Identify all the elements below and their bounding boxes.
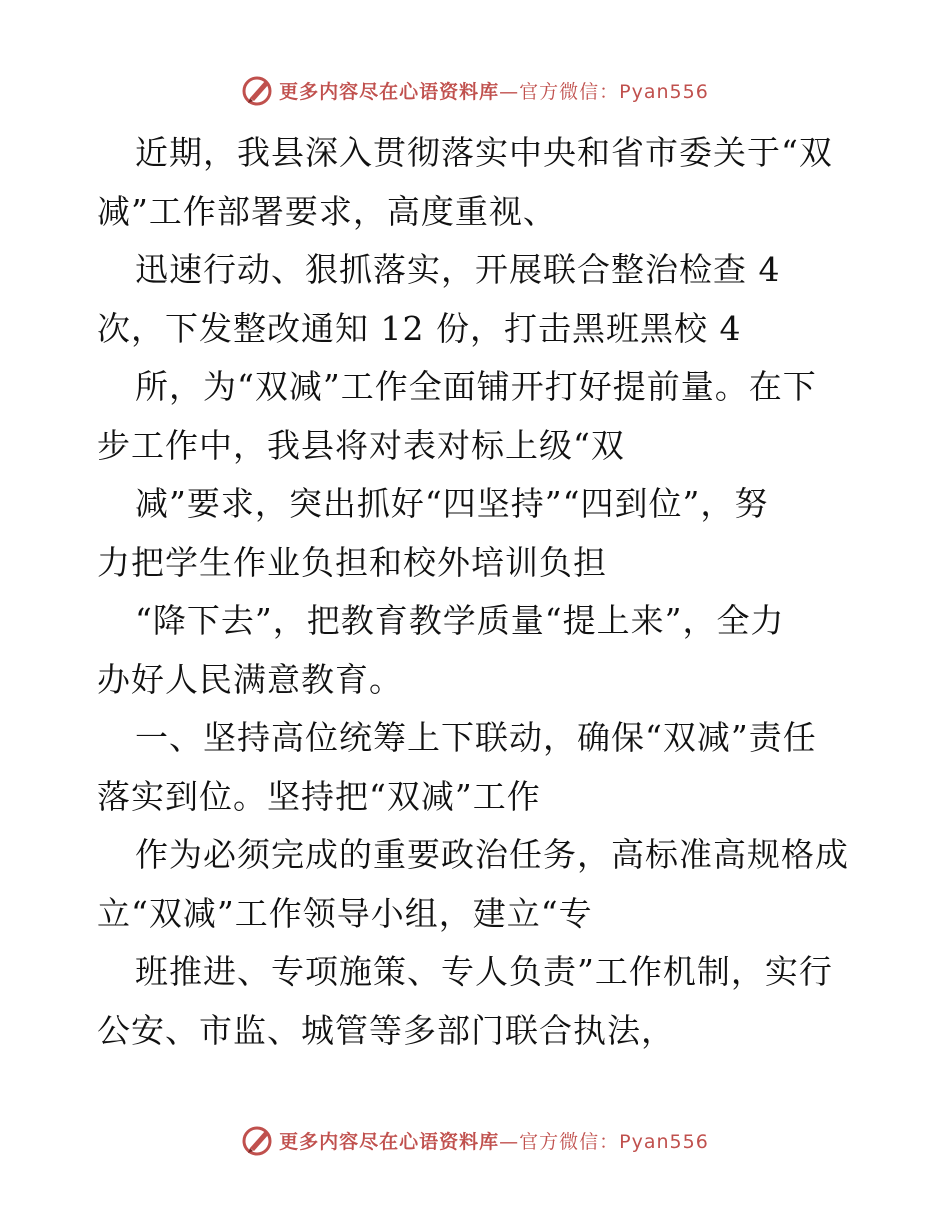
- text-line: 次，下发整改通知 12 份，打击黑班黑校 4: [97, 308, 742, 348]
- pen-logo-icon: [241, 73, 275, 107]
- text-line: 力把学生作业负担和校外培训负担: [97, 542, 607, 582]
- banner-separator: —: [499, 1130, 520, 1153]
- banner-text: [279, 77, 709, 104]
- pen-logo-icon: [241, 1123, 275, 1157]
- text-line: 作为必须完成的重要政治任务，高标准高规格成: [135, 835, 849, 874]
- text-line: 办好人民满意教育。: [97, 659, 403, 699]
- text-line: 所，为“双减”工作全面铺开打好提前量。在下: [135, 367, 817, 406]
- text-line: 步工作中，我县将对表对标上级“双: [97, 425, 625, 465]
- text-line: 减”要求，突出抓好“四坚持”“四到位”，努: [135, 484, 769, 523]
- text-line: 一、坚持高位统筹上下联动，确保“双减”责任: [135, 718, 817, 757]
- text-line: 班推进、专项施策、专人负责”工作机制，实行: [135, 952, 833, 991]
- text-line: 公安、市监、城管等多部门联合执法，: [97, 1010, 675, 1050]
- banner-site-text: 更多内容尽在心语资料库: [279, 80, 500, 103]
- text-line: 立“双减”工作领导小组，建立“专: [97, 893, 593, 933]
- banner-contact-text: 官方微信：Pyan556: [519, 80, 709, 103]
- footer-watermark-banner: [0, 1120, 950, 1160]
- document-body: [97, 124, 857, 1060]
- banner-contact-text: 官方微信：Pyan556: [519, 1130, 709, 1153]
- header-watermark-banner: [0, 70, 950, 110]
- text-line: 近期，我县深入贯彻落实中央和省市委关于“双: [135, 133, 833, 172]
- text-line: 落实到位。坚持把“双减”工作: [97, 776, 541, 816]
- banner-separator: —: [499, 80, 520, 103]
- banner-site-text: 更多内容尽在心语资料库: [279, 1130, 500, 1153]
- text-line: “降下去”，把教育教学质量“提上来”，全力: [135, 601, 785, 640]
- text-line: 迅速行动、狠抓落实，开展联合整治检查 4: [135, 250, 781, 289]
- banner-text: [279, 1127, 709, 1154]
- text-line: 减”工作部署要求，高度重视、: [97, 191, 557, 231]
